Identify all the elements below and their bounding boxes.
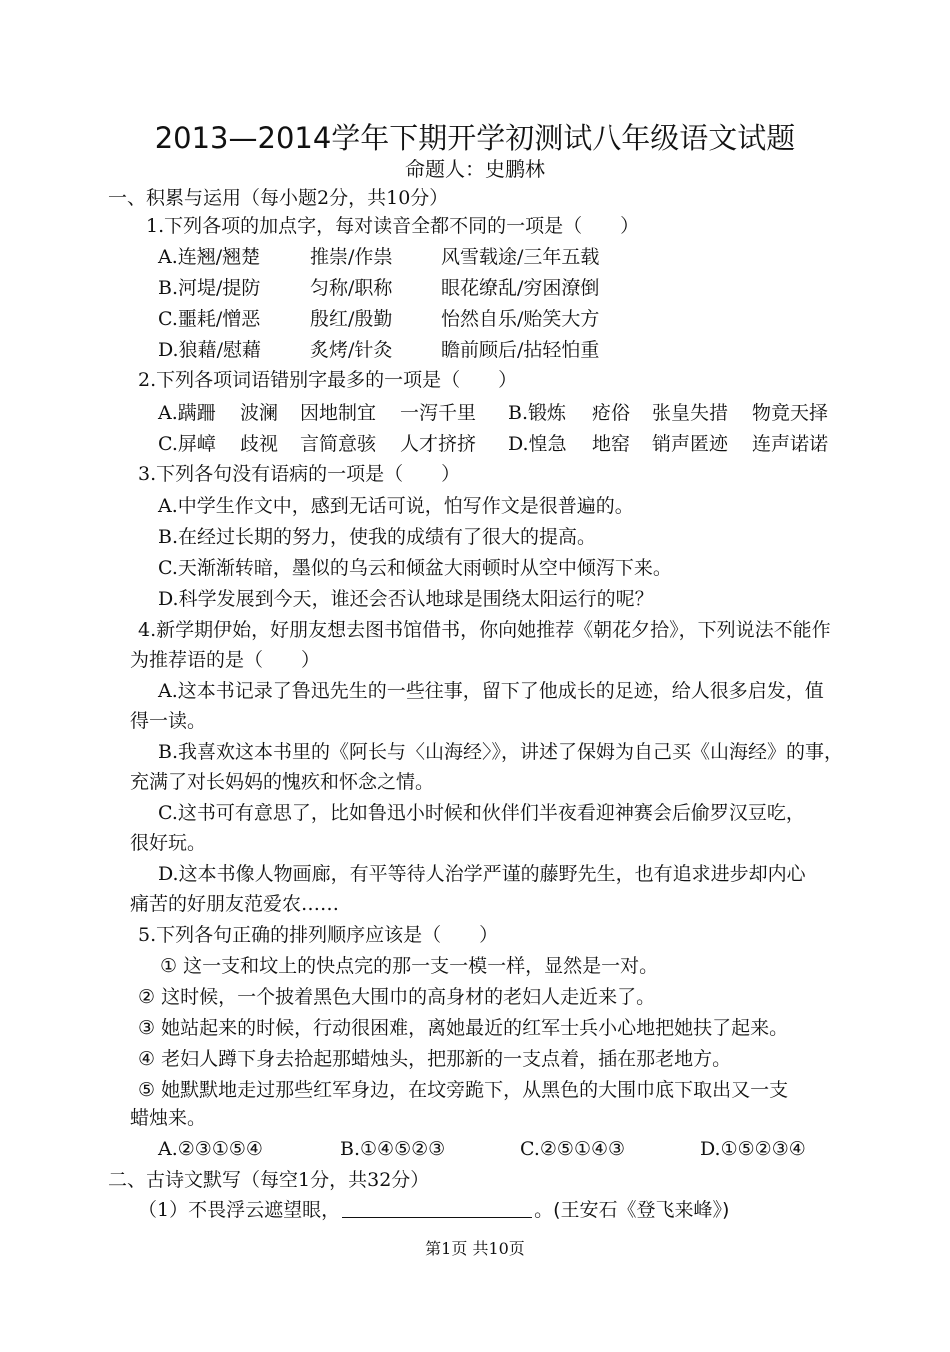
q2-b-2: 疮俗 [592,402,631,424]
q2-a-1: A.蹒跚 [158,402,216,424]
q1-row-d-1: D.狼藉/慰藉 [158,339,261,361]
q2-c-1: C.屏嶂 [158,433,216,455]
section-1-note: （每小题2分，共10分） [241,187,449,209]
section-1-title: 一、积累与运用 [108,187,242,209]
q4-option-d-line-2: 痛苦的好朋友范爱农…… [130,893,340,915]
q1-row-b-1: B.河堤/提防 [158,277,261,299]
q5-sentence-5-line-2: 蜡烛来。 [130,1107,207,1129]
q3-option-b: B.在经过长期的努力，使我的成绩有了很大的提高。 [158,526,597,548]
q1-row-d-3: 瞻前顾后/拈轻怕重 [441,339,600,361]
q1-row-c-2: 殷红/殷勤 [310,308,393,330]
q4-option-c-line-1: C.这书可有意思了，比如鲁迅小时候和伙伴们半夜看迎神赛会后偷罗汉豆吃， [158,802,805,824]
q1-stem: 1.下列各项的加点字，每对读音全都不同的一项是（ ） [146,215,640,237]
q2-c-3: 言简意骇 [300,433,377,455]
q5-option-a: A.②③①⑤④ [158,1138,263,1160]
section-1-heading [108,185,448,211]
q2-b-3: 张皇失措 [652,402,729,424]
q5-option-b: B.①④⑤②③ [340,1138,446,1160]
poem-1-prefix: （1）不畏浮云遮望眼， [138,1199,341,1221]
q3-stem: 3.下列各句没有语病的一项是（ ） [138,463,461,485]
q2-b-4: 物竟天择 [752,402,829,424]
q1-row-b-3: 眼花缭乱/穷困潦倒 [441,277,600,299]
q1-row-d-2: 炙烤/针灸 [310,339,393,361]
q3-option-a: A.中学生作文中，感到无话可说，怕写作文是很普遍的。 [158,495,634,517]
q2-c-2: 歧视 [240,433,279,455]
author-line: 命题人：史鹏林 [405,157,545,181]
q4-option-a-line-1: A.这本书记录了鲁迅先生的一些往事，留下了他成长的足迹，给人很多启发，值 [158,680,824,702]
q1-row-c-3: 怡然自乐/贻笑大方 [441,308,600,330]
section-2-note: （每空1分，共32分） [241,1169,430,1191]
q2-a-2: 波澜 [240,402,279,424]
q3-option-d: D.科学发展到今天，谁还会否认地球是围绕太阳运行的呢？ [158,588,654,610]
q2-d-2: 地窑 [592,433,631,455]
q5-option-d: D.①⑤②③④ [700,1138,806,1160]
q2-d-4: 连声诺诺 [752,433,829,455]
q2-c-4: 人才挤挤 [400,433,477,455]
q1-row-c-1: C.噩耗/憎恶 [158,308,261,330]
q1-row-a-2: 推崇/作祟 [310,246,393,268]
poem-1-blank[interactable] [342,1199,532,1218]
page-footer: 第1页 共10页 [425,1239,525,1258]
poem-1-suffix: 。(王安石《登飞来峰》) [534,1199,730,1221]
poem-1-line [138,1197,729,1223]
q4-option-c-line-2: 很好玩。 [130,832,207,854]
q4-stem-line-1: 4.新学期伊始，好朋友想去图书馆借书，你向她推荐《朝花夕拾》，下列说法不能作 [138,619,831,641]
q2-b-1: B.锻炼 [508,402,567,424]
q5-sentence-4: ④ 老妇人蹲下身去拾起那蜡烛头，把那新的一支点着，插在那老地方。 [138,1048,732,1070]
q2-d-3: 销声匿迹 [652,433,729,455]
q2-a-3: 因地制宜 [300,402,377,424]
q4-option-a-line-2: 得一读。 [130,710,207,732]
page-title: 2013—2014学年下期开学初测试八年级语文试题 [154,121,796,155]
q4-stem-line-2: 为推荐语的是（ ） [130,649,321,671]
q5-sentence-3: ③ 她站起来的时候，行动很困难，离她最近的红军士兵小心地把她扶了起来。 [138,1017,789,1039]
q1-row-b-2: 匀称/职称 [310,277,393,299]
q5-sentence-2: ② 这时候，一个披着黑色大围巾的高身材的老妇人走近来了。 [138,986,656,1008]
q2-d-1: D.惶急 [508,433,567,455]
q4-option-d-line-1: D.这本书像人物画廊，有平等待人治学严谨的藤野先生，也有追求进步却内心 [158,863,806,885]
q4-option-b-line-2: 充满了对长妈妈的愧疚和怀念之情。 [130,771,435,793]
q5-sentence-5-line-1: ⑤ 她默默地走过那些红军身边，在坟旁跪下，从黑色的大围巾底下取出又一支 [138,1079,789,1101]
section-2-heading [108,1167,429,1193]
q5-option-c: C.②⑤①④③ [520,1138,626,1160]
q5-sentence-1: ① 这一支和坟上的快点完的那一支一模一样，显然是一对。 [160,955,659,977]
q4-option-b-line-1: B.我喜欢这本书里的《阿长与〈山海经〉》，讲述了保姆为自己买《山海经》的事， [158,741,844,763]
q3-option-c: C.天渐渐转暗，墨似的乌云和倾盆大雨顿时从空中倾泻下来。 [158,557,672,579]
q1-row-a-3: 风雪载途/三年五载 [441,246,600,268]
section-2-title: 二、古诗文默写 [108,1169,242,1191]
q2-stem: 2.下列各项词语错别字最多的一项是（ ） [138,369,518,391]
q1-row-a-1: A.连翘/翘楚 [158,246,261,268]
q5-stem: 5.下列各句正确的排列顺序应该是（ ） [138,924,499,946]
q2-a-4: 一泻千里 [400,402,477,424]
